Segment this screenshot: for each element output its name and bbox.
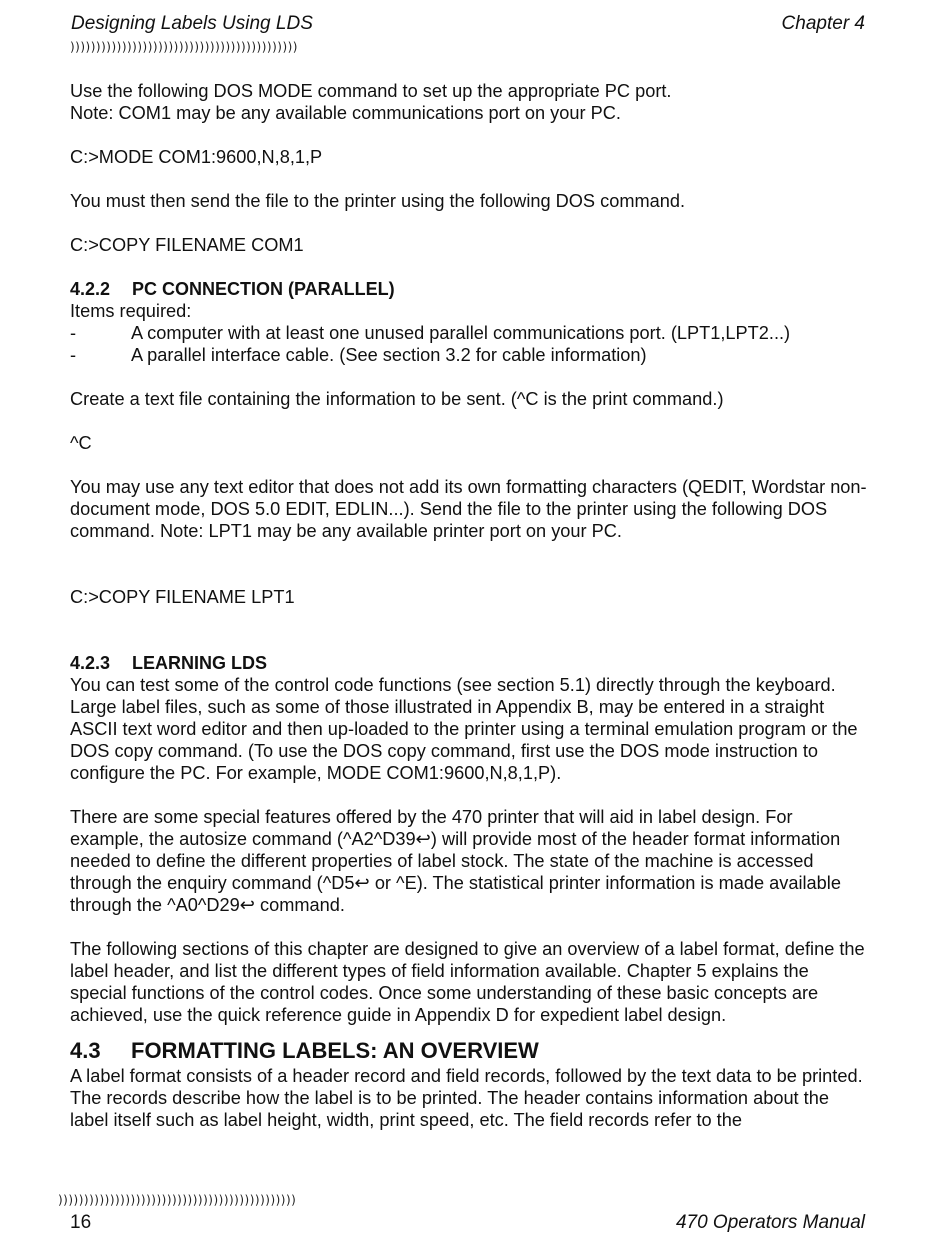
list-item-text: A computer with at least one unused parallel communications port. (LPT1,LPT2...) [131, 323, 791, 343]
footer-rule: )))))))))))))))))))))))))))))))))))))))))))))) [58, 1193, 297, 1207]
running-header-chapter: Chapter 4 [781, 13, 865, 34]
page-body [70, 80, 870, 1131]
running-header-title: Designing Labels Using LDS [71, 13, 313, 34]
header-rule: )))))))))))))))))))))))))))))))))))))))))))) [70, 40, 298, 54]
command-line: C:>COPY FILENAME COM1 [70, 235, 304, 255]
paragraph: The following sections of this chapter are designed to give an overview of a label format, define the label header, and list the different types of field information available. Chapter 5 explains the special functions of the control codes. Once some understanding of these basic concepts are achieved, use the quick reference guide in Appendix D for expedient label design. [70, 939, 865, 1025]
paragraph: You can test some of the control code functions (see section 5.1) directly through the keyboard. Large label files, such as some of those illustrated in Appendix B, may be entered in a straight ASCII text word editor and then up-loaded to the printer using a terminal emulation program or the DOS copy command. (To use the DOS copy command, first use the DOS mode instruction to configure the PC. For example, MODE COM1:9600,N,8,1,P). [70, 675, 858, 783]
section-number: 4.2.2 [70, 279, 111, 299]
paragraph: You may use any text editor that does not add its own formatting characters (QEDIT, Wordstar non-document mode, DOS 5.0 EDIT, EDLIN...). Send the file to the printer using the following DOS command. Note: LPT1 may be any available printer port on your PC. [70, 477, 867, 541]
paragraph: A label format consists of a header record and field records, followed by the text data to be printed. The records describe how the label is to be printed. The header contains information about the label itself such as label height, width, print speed, etc. The field records refer to the [70, 1066, 863, 1130]
paragraph: You must then send the file to the printer using the following DOS command. [70, 191, 686, 211]
command-line: C:>COPY FILENAME LPT1 [70, 587, 295, 607]
paragraph: Use the following DOS MODE command to set up the appropriate PC port. [70, 81, 672, 101]
command-line: C:>MODE COM1:9600,N,8,1,P [70, 147, 323, 167]
section-heading-4-2-3 [70, 652, 870, 674]
paragraph: Note: COM1 may be any available communications port on your PC. [70, 103, 621, 123]
section-title: PC CONNECTION (PARALLEL) [132, 279, 395, 299]
list-dash: - [70, 323, 77, 343]
list-item [70, 344, 870, 366]
page-number: 16 [70, 1212, 92, 1233]
section-number: 4.2.3 [70, 653, 111, 673]
paragraph: Create a text file containing the information to be sent. (^C is the print command.) [70, 389, 724, 409]
section-heading-4-3 [70, 1038, 870, 1064]
running-footer-title: 470 Operators Manual [675, 1212, 865, 1233]
section-title: LEARNING LDS [132, 653, 267, 673]
items-required-label: Items required: [70, 301, 192, 321]
list-item-text: A parallel interface cable. (See section 3.2 for cable information) [131, 345, 647, 365]
section-title: FORMATTING LABELS: AN OVERVIEW [131, 1038, 539, 1063]
list-dash: - [70, 345, 77, 365]
paragraph: There are some special features offered by the 470 printer that will aid in label design. For example, the autosize command (^A2^D39↩) will provide most of the header format information needed to define the different properties of label stock. The state of the machine is accessed through the enquiry command (^D5↩ or ^E). The statistical printer information is made available through the ^A0^D29↩ command. [70, 807, 841, 915]
list-item [70, 322, 870, 344]
section-heading-4-2-2 [70, 278, 870, 300]
command-line: ^C [70, 433, 92, 453]
section-number: 4.3 [70, 1038, 101, 1063]
